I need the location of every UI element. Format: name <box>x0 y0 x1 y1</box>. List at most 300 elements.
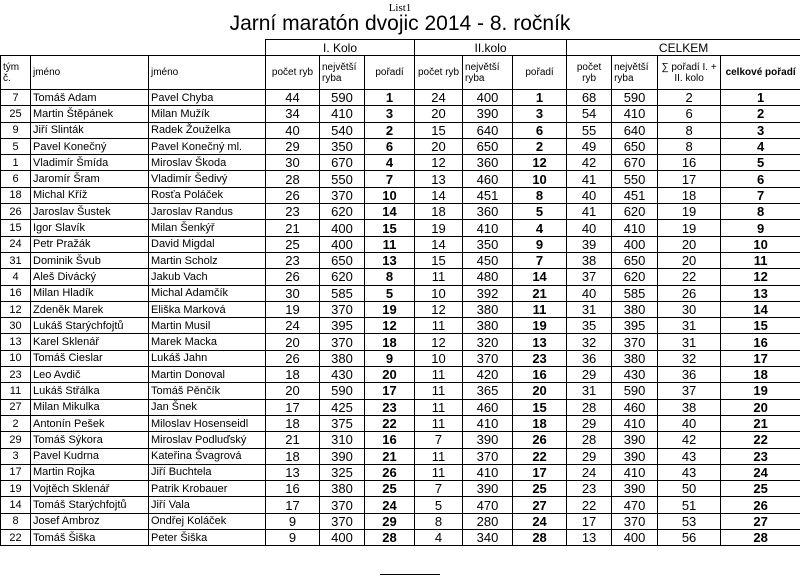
member1-name-cell: Jaroslav Šustek <box>31 204 149 220</box>
total-fish-count-cell: 23 <box>567 481 612 497</box>
team-number-cell: 24 <box>1 236 31 252</box>
overall-rank-cell: 14 <box>721 301 800 317</box>
overall-rank-cell: 17 <box>721 350 800 366</box>
rank-sum-cell: 26 <box>658 285 721 301</box>
member1-name-cell: Antonín Pešek <box>31 415 149 431</box>
k2-biggest-fish-cell: 390 <box>463 432 513 448</box>
k2-fish-count-cell: 11 <box>415 318 463 334</box>
member1-name-cell: Martin Rojka <box>31 464 149 480</box>
k1-rank-cell: 6 <box>365 138 415 154</box>
table-row <box>1 220 800 236</box>
k1-rank-cell: 18 <box>365 334 415 350</box>
k1-rank-cell: 15 <box>365 220 415 236</box>
k1-rank-cell: 13 <box>365 252 415 268</box>
k2-rank-cell: 9 <box>513 236 567 252</box>
overall-rank-cell: 26 <box>721 497 800 513</box>
k2-biggest-fish-cell: 460 <box>463 399 513 415</box>
rank-sum-cell: 36 <box>658 367 721 383</box>
k2-rank-cell: 4 <box>513 220 567 236</box>
rank-sum-cell: 20 <box>658 252 721 268</box>
k1-biggest-fish-cell: 400 <box>320 530 365 546</box>
total-biggest-fish-cell: 380 <box>612 350 658 366</box>
k2-fish-count-cell: 18 <box>415 204 463 220</box>
table-row <box>1 138 800 154</box>
k1-biggest-fish-cell: 550 <box>320 171 365 187</box>
member2-name-cell: Jiří Vala <box>149 497 266 513</box>
header-k2-big: největší ryba <box>463 56 513 90</box>
k1-biggest-fish-cell: 430 <box>320 367 365 383</box>
member2-name-cell: Jaroslav Randus <box>149 204 266 220</box>
k2-biggest-fish-cell: 460 <box>463 171 513 187</box>
k1-biggest-fish-cell: 370 <box>320 513 365 529</box>
sheet-name-label: List1 <box>0 2 800 14</box>
k1-biggest-fish-cell: 400 <box>320 236 365 252</box>
total-fish-count-cell: 40 <box>567 187 612 203</box>
header-k1-rank: pořadí <box>365 56 415 90</box>
column-header-row <box>1 56 800 90</box>
member1-name-cell: Vladimír Šmída <box>31 155 149 171</box>
k1-biggest-fish-cell: 585 <box>320 285 365 301</box>
k1-biggest-fish-cell: 410 <box>320 106 365 122</box>
table-row <box>1 350 800 366</box>
k1-fish-count-cell: 26 <box>266 350 320 366</box>
overall-rank-cell: 12 <box>721 269 800 285</box>
total-biggest-fish-cell: 590 <box>612 90 658 106</box>
k2-biggest-fish-cell: 480 <box>463 269 513 285</box>
overall-rank-cell: 27 <box>721 513 800 529</box>
k2-biggest-fish-cell: 410 <box>463 415 513 431</box>
k2-rank-cell: 20 <box>513 383 567 399</box>
k2-rank-cell: 27 <box>513 497 567 513</box>
total-fish-count-cell: 32 <box>567 334 612 350</box>
total-fish-count-cell: 37 <box>567 269 612 285</box>
rank-sum-cell: 37 <box>658 383 721 399</box>
k1-fish-count-cell: 18 <box>266 415 320 431</box>
overall-rank-cell: 20 <box>721 399 800 415</box>
k1-fish-count-cell: 16 <box>266 481 320 497</box>
rank-sum-cell: 18 <box>658 187 721 203</box>
overall-rank-cell: 28 <box>721 530 800 546</box>
member1-name-cell: Tomáš Sýkora <box>31 432 149 448</box>
group-header-row <box>1 40 800 56</box>
team-number-cell: 16 <box>1 285 31 301</box>
k1-biggest-fish-cell: 370 <box>320 301 365 317</box>
total-biggest-fish-cell: 410 <box>612 106 658 122</box>
rank-sum-cell: 40 <box>658 415 721 431</box>
member1-name-cell: Vojtěch Sklenář <box>31 481 149 497</box>
rank-sum-cell: 19 <box>658 204 721 220</box>
k2-biggest-fish-cell: 370 <box>463 350 513 366</box>
k2-rank-cell: 1 <box>513 90 567 106</box>
total-biggest-fish-cell: 650 <box>612 252 658 268</box>
k2-rank-cell: 13 <box>513 334 567 350</box>
k1-fish-count-cell: 13 <box>266 464 320 480</box>
member2-name-cell: Ondřej Koláček <box>149 513 266 529</box>
k1-fish-count-cell: 17 <box>266 497 320 513</box>
team-number-cell: 9 <box>1 122 31 138</box>
team-number-cell: 23 <box>1 367 31 383</box>
total-fish-count-cell: 31 <box>567 383 612 399</box>
page-title: Jarní maratón dvojic 2014 - 8. ročník <box>0 12 800 36</box>
k2-fish-count-cell: 10 <box>415 285 463 301</box>
member1-name-cell: Lukáš Střálka <box>31 383 149 399</box>
table-row <box>1 269 800 285</box>
header-name2: jméno <box>149 56 266 90</box>
total-biggest-fish-cell: 650 <box>612 138 658 154</box>
k1-fish-count-cell: 19 <box>266 301 320 317</box>
rank-sum-cell: 16 <box>658 155 721 171</box>
k2-biggest-fish-cell: 350 <box>463 236 513 252</box>
total-biggest-fish-cell: 390 <box>612 448 658 464</box>
team-number-cell: 25 <box>1 106 31 122</box>
header-total-big: největší ryba <box>612 56 658 90</box>
overall-rank-cell: 11 <box>721 252 800 268</box>
k1-fish-count-cell: 21 <box>266 220 320 236</box>
k2-fish-count-cell: 11 <box>415 448 463 464</box>
k1-biggest-fish-cell: 375 <box>320 415 365 431</box>
team-number-cell: 4 <box>1 269 31 285</box>
overall-rank-cell: 13 <box>721 285 800 301</box>
k2-fish-count-cell: 5 <box>415 497 463 513</box>
k1-fish-count-cell: 28 <box>266 171 320 187</box>
table-row <box>1 530 800 546</box>
header-overall-rank: celkové pořadí <box>721 56 800 90</box>
k2-fish-count-cell: 15 <box>415 122 463 138</box>
overall-rank-cell: 18 <box>721 367 800 383</box>
k2-rank-cell: 11 <box>513 301 567 317</box>
table-row <box>1 155 800 171</box>
total-fish-count-cell: 41 <box>567 204 612 220</box>
k2-fish-count-cell: 4 <box>415 530 463 546</box>
k2-fish-count-cell: 20 <box>415 138 463 154</box>
k2-biggest-fish-cell: 360 <box>463 204 513 220</box>
member1-name-cell: Pavel Kudrna <box>31 448 149 464</box>
k2-rank-cell: 10 <box>513 171 567 187</box>
total-biggest-fish-cell: 590 <box>612 383 658 399</box>
k1-fish-count-cell: 18 <box>266 448 320 464</box>
k1-rank-cell: 24 <box>365 497 415 513</box>
k2-rank-cell: 14 <box>513 269 567 285</box>
member1-name-cell: Aleš Divácký <box>31 269 149 285</box>
total-biggest-fish-cell: 410 <box>612 415 658 431</box>
total-fish-count-cell: 28 <box>567 432 612 448</box>
total-biggest-fish-cell: 620 <box>612 204 658 220</box>
team-number-cell: 11 <box>1 383 31 399</box>
k1-fish-count-cell: 23 <box>266 204 320 220</box>
team-number-cell: 29 <box>1 432 31 448</box>
member2-name-cell: Michal Adamčík <box>149 285 266 301</box>
group-header-kolo1: I. Kolo <box>266 40 415 56</box>
total-fish-count-cell: 55 <box>567 122 612 138</box>
total-fish-count-cell: 22 <box>567 497 612 513</box>
table-row <box>1 285 800 301</box>
total-fish-count-cell: 42 <box>567 155 612 171</box>
team-number-cell: 26 <box>1 204 31 220</box>
team-number-cell: 6 <box>1 171 31 187</box>
k2-fish-count-cell: 14 <box>415 236 463 252</box>
k1-rank-cell: 23 <box>365 399 415 415</box>
k1-rank-cell: 3 <box>365 106 415 122</box>
table-row <box>1 432 800 448</box>
k2-biggest-fish-cell: 420 <box>463 367 513 383</box>
member1-name-cell: Jiří Slinták <box>31 122 149 138</box>
overall-rank-cell: 8 <box>721 204 800 220</box>
table-row <box>1 252 800 268</box>
k2-rank-cell: 2 <box>513 138 567 154</box>
total-fish-count-cell: 13 <box>567 530 612 546</box>
k1-fish-count-cell: 17 <box>266 399 320 415</box>
k2-rank-cell: 12 <box>513 155 567 171</box>
total-fish-count-cell: 49 <box>567 138 612 154</box>
overall-rank-cell: 10 <box>721 236 800 252</box>
k2-biggest-fish-cell: 380 <box>463 301 513 317</box>
total-biggest-fish-cell: 451 <box>612 187 658 203</box>
member1-name-cell: Karel Sklenář <box>31 334 149 350</box>
member1-name-cell: Jaromír Šram <box>31 171 149 187</box>
overall-rank-cell: 5 <box>721 155 800 171</box>
rank-sum-cell: 31 <box>658 334 721 350</box>
team-number-cell: 15 <box>1 220 31 236</box>
k2-rank-cell: 23 <box>513 350 567 366</box>
team-number-cell: 14 <box>1 497 31 513</box>
k2-biggest-fish-cell: 370 <box>463 448 513 464</box>
header-name1: jméno <box>31 56 149 90</box>
total-biggest-fish-cell: 410 <box>612 220 658 236</box>
k2-rank-cell: 16 <box>513 367 567 383</box>
k1-biggest-fish-cell: 425 <box>320 399 365 415</box>
overall-rank-cell: 19 <box>721 383 800 399</box>
k1-fish-count-cell: 18 <box>266 367 320 383</box>
table-row <box>1 187 800 203</box>
k2-fish-count-cell: 7 <box>415 481 463 497</box>
k2-rank-cell: 7 <box>513 252 567 268</box>
k1-biggest-fish-cell: 370 <box>320 497 365 513</box>
k2-fish-count-cell: 11 <box>415 383 463 399</box>
k2-rank-cell: 17 <box>513 464 567 480</box>
member2-name-cell: Jiří Buchtela <box>149 464 266 480</box>
k2-rank-cell: 21 <box>513 285 567 301</box>
k2-biggest-fish-cell: 280 <box>463 513 513 529</box>
k1-rank-cell: 10 <box>365 187 415 203</box>
k1-fish-count-cell: 25 <box>266 236 320 252</box>
k1-biggest-fish-cell: 370 <box>320 334 365 350</box>
k1-rank-cell: 26 <box>365 464 415 480</box>
total-fish-count-cell: 29 <box>567 448 612 464</box>
k2-fish-count-cell: 15 <box>415 252 463 268</box>
total-biggest-fish-cell: 430 <box>612 367 658 383</box>
member2-name-cell: Patrik Krobauer <box>149 481 266 497</box>
k1-rank-cell: 2 <box>365 122 415 138</box>
k2-biggest-fish-cell: 450 <box>463 252 513 268</box>
member2-name-cell: Vladimír Šedivý <box>149 171 266 187</box>
rank-sum-cell: 53 <box>658 513 721 529</box>
member1-name-cell: Tomáš Adam <box>31 90 149 106</box>
k2-biggest-fish-cell: 390 <box>463 106 513 122</box>
table-row <box>1 204 800 220</box>
k2-biggest-fish-cell: 380 <box>463 318 513 334</box>
rank-sum-cell: 43 <box>658 464 721 480</box>
k2-biggest-fish-cell: 410 <box>463 220 513 236</box>
overall-rank-cell: 23 <box>721 448 800 464</box>
k2-biggest-fish-cell: 410 <box>463 464 513 480</box>
team-number-cell: 2 <box>1 415 31 431</box>
member1-name-cell: Dominik Švub <box>31 252 149 268</box>
total-biggest-fish-cell: 585 <box>612 285 658 301</box>
team-number-cell: 1 <box>1 155 31 171</box>
rank-sum-cell: 6 <box>658 106 721 122</box>
total-fish-count-cell: 31 <box>567 301 612 317</box>
table-row <box>1 415 800 431</box>
k1-rank-cell: 11 <box>365 236 415 252</box>
total-biggest-fish-cell: 370 <box>612 334 658 350</box>
total-fish-count-cell: 36 <box>567 350 612 366</box>
k1-fish-count-cell: 20 <box>266 383 320 399</box>
k2-fish-count-cell: 14 <box>415 187 463 203</box>
k1-fish-count-cell: 44 <box>266 90 320 106</box>
header-k2-fish: počet ryb <box>415 56 463 90</box>
group-header-celkem: CELKEM <box>567 40 800 56</box>
k2-fish-count-cell: 11 <box>415 415 463 431</box>
member2-name-cell: Lukáš Jahn <box>149 350 266 366</box>
k2-fish-count-cell: 20 <box>415 106 463 122</box>
member1-name-cell: Tomáš Cieslar <box>31 350 149 366</box>
total-biggest-fish-cell: 460 <box>612 399 658 415</box>
rank-sum-cell: 8 <box>658 138 721 154</box>
member2-name-cell: Tomáš Pěnčík <box>149 383 266 399</box>
team-number-cell: 18 <box>1 187 31 203</box>
member2-name-cell: Milan Mužík <box>149 106 266 122</box>
k2-fish-count-cell: 10 <box>415 350 463 366</box>
k1-rank-cell: 14 <box>365 204 415 220</box>
member2-name-cell: Pavel Chyba <box>149 90 266 106</box>
k1-fish-count-cell: 9 <box>266 513 320 529</box>
k1-rank-cell: 20 <box>365 367 415 383</box>
k1-fish-count-cell: 29 <box>266 138 320 154</box>
total-fish-count-cell: 38 <box>567 252 612 268</box>
table-row <box>1 171 800 187</box>
k2-fish-count-cell: 24 <box>415 90 463 106</box>
k2-rank-cell: 8 <box>513 187 567 203</box>
rank-sum-cell: 42 <box>658 432 721 448</box>
k2-rank-cell: 3 <box>513 106 567 122</box>
team-number-cell: 30 <box>1 318 31 334</box>
overall-rank-cell: 9 <box>721 220 800 236</box>
rank-sum-cell: 20 <box>658 236 721 252</box>
rank-sum-cell: 56 <box>658 530 721 546</box>
total-fish-count-cell: 29 <box>567 367 612 383</box>
team-number-cell: 12 <box>1 301 31 317</box>
k1-biggest-fish-cell: 350 <box>320 138 365 154</box>
header-team: tým č. <box>1 56 31 90</box>
table-row <box>1 399 800 415</box>
k1-rank-cell: 21 <box>365 448 415 464</box>
k1-biggest-fish-cell: 395 <box>320 318 365 334</box>
k2-fish-count-cell: 7 <box>415 432 463 448</box>
team-number-cell: 10 <box>1 350 31 366</box>
k1-biggest-fish-cell: 620 <box>320 269 365 285</box>
k2-fish-count-cell: 8 <box>415 513 463 529</box>
overall-rank-cell: 21 <box>721 415 800 431</box>
member1-name-cell: Martin Štěpánek <box>31 106 149 122</box>
k2-biggest-fish-cell: 470 <box>463 497 513 513</box>
k1-biggest-fish-cell: 380 <box>320 481 365 497</box>
table-row <box>1 90 800 106</box>
total-fish-count-cell: 29 <box>567 415 612 431</box>
table-row <box>1 383 800 399</box>
rank-sum-cell: 31 <box>658 318 721 334</box>
member1-name-cell: Lukáš Starýchfojtů <box>31 318 149 334</box>
table-row <box>1 122 800 138</box>
member1-name-cell: Tomáš Starýchfojtů <box>31 497 149 513</box>
total-biggest-fish-cell: 470 <box>612 497 658 513</box>
k1-fish-count-cell: 23 <box>266 252 320 268</box>
k1-rank-cell: 8 <box>365 269 415 285</box>
rank-sum-cell: 8 <box>658 122 721 138</box>
total-fish-count-cell: 39 <box>567 236 612 252</box>
k2-biggest-fish-cell: 640 <box>463 122 513 138</box>
member2-name-cell: David Migdal <box>149 236 266 252</box>
k1-fish-count-cell: 21 <box>266 432 320 448</box>
k1-rank-cell: 12 <box>365 318 415 334</box>
member2-name-cell: Miloslav Hosenseidl <box>149 415 266 431</box>
table-row <box>1 497 800 513</box>
header-k1-big: největší ryba <box>320 56 365 90</box>
member2-name-cell: Eliška Marková <box>149 301 266 317</box>
k1-fish-count-cell: 20 <box>266 334 320 350</box>
k1-biggest-fish-cell: 325 <box>320 464 365 480</box>
rank-sum-cell: 43 <box>658 448 721 464</box>
total-fish-count-cell: 68 <box>567 90 612 106</box>
rank-sum-cell: 51 <box>658 497 721 513</box>
member1-name-cell: Josef Ambroz <box>31 513 149 529</box>
team-number-cell: 7 <box>1 90 31 106</box>
k2-rank-cell: 26 <box>513 432 567 448</box>
overall-rank-cell: 7 <box>721 187 800 203</box>
total-biggest-fish-cell: 390 <box>612 481 658 497</box>
rank-sum-cell: 32 <box>658 350 721 366</box>
rank-sum-cell: 2 <box>658 90 721 106</box>
overall-rank-cell: 24 <box>721 464 800 480</box>
table-row <box>1 318 800 334</box>
member2-name-cell: Miroslav Podluďský <box>149 432 266 448</box>
table-row <box>1 301 800 317</box>
k1-fish-count-cell: 34 <box>266 106 320 122</box>
member1-name-cell: Zdeněk Marek <box>31 301 149 317</box>
member1-name-cell: Leo Avdič <box>31 367 149 383</box>
k2-fish-count-cell: 13 <box>415 171 463 187</box>
member1-name-cell: Igor Slavík <box>31 220 149 236</box>
k1-biggest-fish-cell: 650 <box>320 252 365 268</box>
total-fish-count-cell: 28 <box>567 399 612 415</box>
member2-name-cell: Rosťa Poláček <box>149 187 266 203</box>
overall-rank-cell: 4 <box>721 138 800 154</box>
k2-fish-count-cell: 11 <box>415 367 463 383</box>
k2-biggest-fish-cell: 451 <box>463 187 513 203</box>
table-row <box>1 513 800 529</box>
total-biggest-fish-cell: 395 <box>612 318 658 334</box>
team-number-cell: 22 <box>1 530 31 546</box>
k2-biggest-fish-cell: 340 <box>463 530 513 546</box>
team-number-cell: 5 <box>1 138 31 154</box>
table-row <box>1 106 800 122</box>
total-fish-count-cell: 17 <box>567 513 612 529</box>
k1-fish-count-cell: 40 <box>266 122 320 138</box>
k2-biggest-fish-cell: 392 <box>463 285 513 301</box>
total-biggest-fish-cell: 410 <box>612 464 658 480</box>
member1-name-cell: Tomáš Šiška <box>31 530 149 546</box>
member2-name-cell: Kateřina Švagrová <box>149 448 266 464</box>
k2-fish-count-cell: 12 <box>415 334 463 350</box>
